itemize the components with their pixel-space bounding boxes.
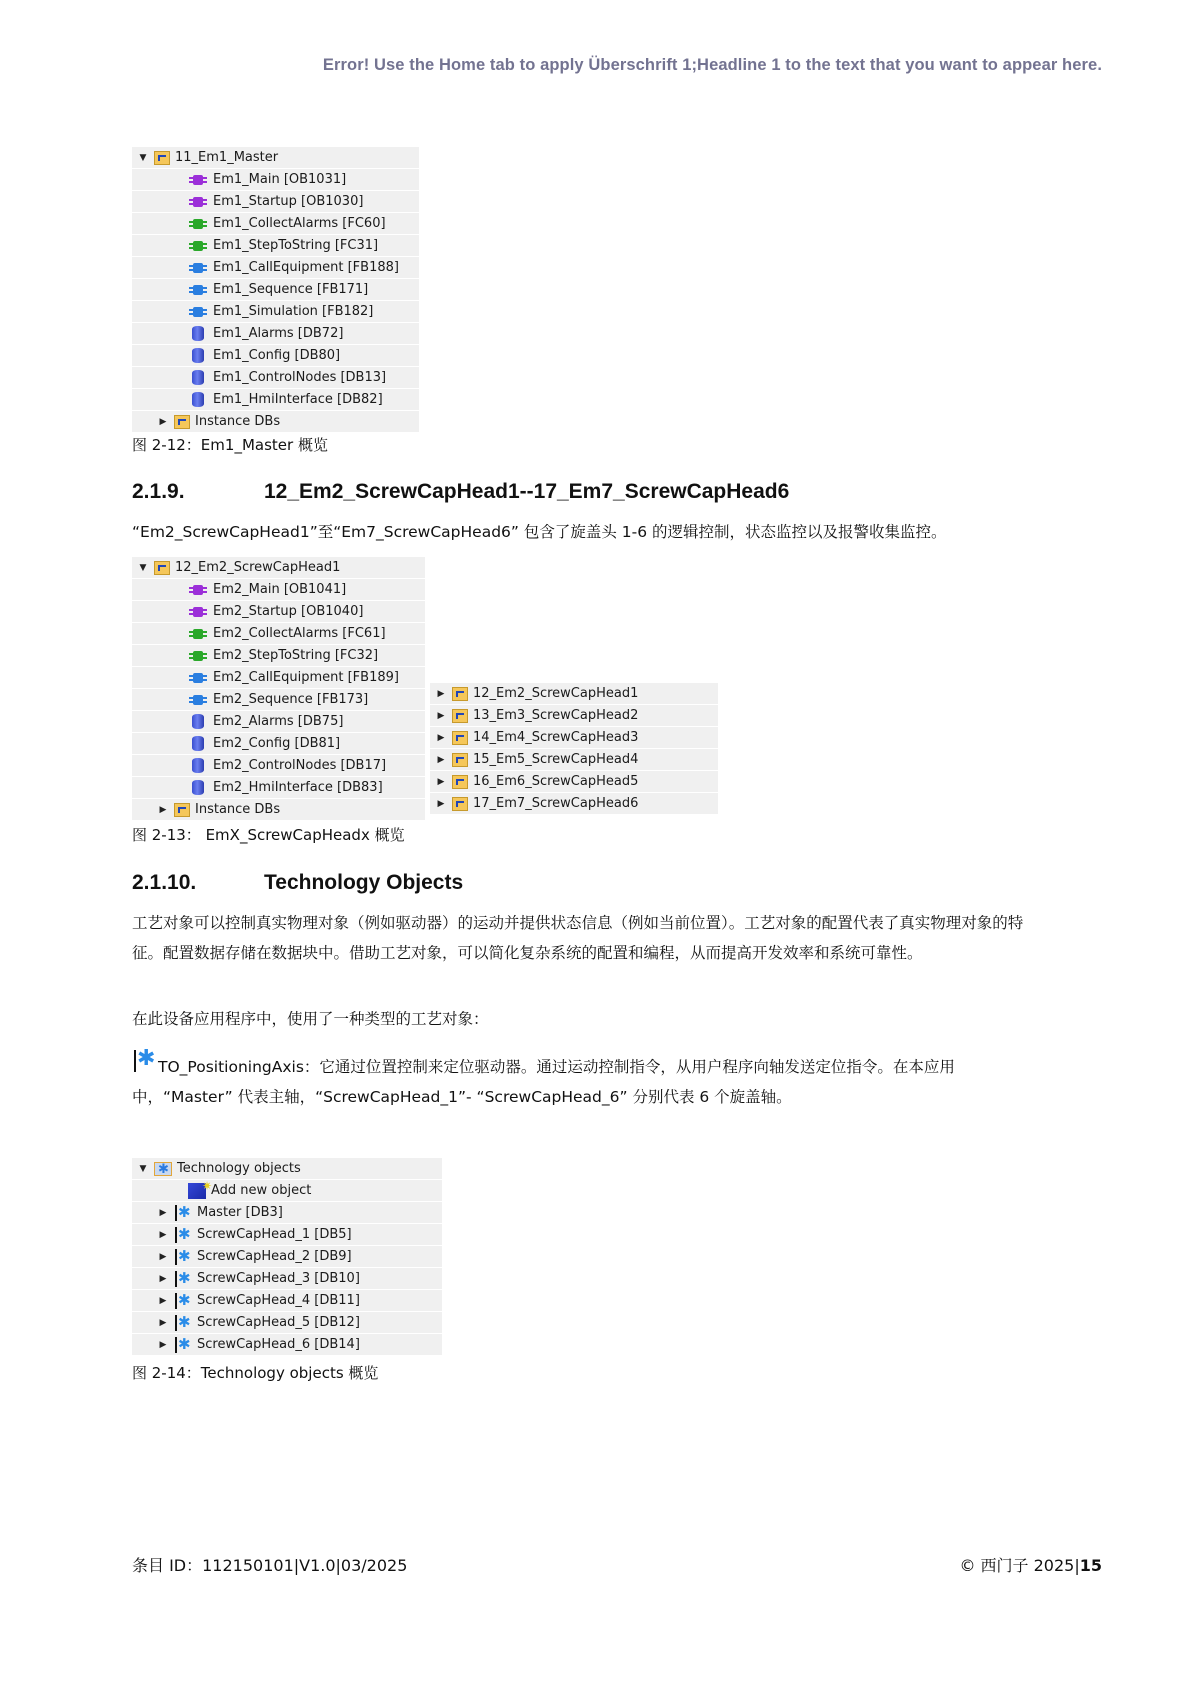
tree-item-label: Em2_CollectAlarms [FC61] — [213, 625, 386, 641]
tree-item-label: 17_Em7_ScrewCapHead6 — [473, 795, 639, 811]
db-icon — [192, 370, 204, 385]
db-icon — [192, 758, 204, 773]
tree-item[interactable] — [132, 235, 419, 257]
tree-item[interactable] — [430, 793, 718, 815]
db-icon — [192, 714, 204, 729]
tree-item-label: Em1_StepToString [FC31] — [213, 237, 379, 253]
positioning-axis-icon — [174, 1337, 192, 1353]
arrow-spacer — [172, 711, 182, 733]
tree-item-label: ScrewCapHead_6 [DB14] — [197, 1336, 360, 1352]
project-tree-em2-screwcaphead1 — [132, 557, 425, 821]
db-icon — [192, 348, 204, 363]
tree-item-label: 12_Em2_ScrewCapHead1 — [175, 559, 341, 575]
positioning-axis-icon — [174, 1271, 192, 1287]
tree-item-label: Em2_Config [DB81] — [213, 735, 341, 751]
project-tree-screwcaphead-folders — [430, 683, 718, 815]
tree-item[interactable] — [132, 623, 425, 645]
tree-item-label: Em2_CallEquipment [FB189] — [213, 669, 399, 685]
folder-icon — [452, 753, 468, 767]
tree-item[interactable] — [132, 1202, 442, 1224]
positioning-axis-icon — [132, 1050, 158, 1074]
tree-item-label: Technology objects — [177, 1160, 301, 1176]
folder-icon — [174, 803, 190, 817]
section-title: 12_Em2_ScrewCapHead1--17_Em7_ScrewCapHead6 — [264, 480, 790, 503]
tree-item[interactable] — [132, 1334, 442, 1356]
tree-item-label: Em2_HmiInterface [DB83] — [213, 779, 383, 795]
tree-item[interactable] — [132, 1312, 442, 1334]
tree-item-label: 16_Em6_ScrewCapHead5 — [473, 773, 639, 789]
expand-arrow-icon[interactable]: ▼ — [139, 152, 147, 163]
folder-icon — [452, 709, 468, 723]
collapse-arrow-icon[interactable]: ▶ — [159, 1207, 167, 1218]
collapse-arrow-icon[interactable]: ▶ — [437, 688, 445, 699]
positioning-axis-icon — [174, 1205, 192, 1221]
project-tree-technology-objects — [132, 1158, 442, 1356]
arrow-spacer — [172, 323, 182, 345]
folder-icon — [452, 687, 468, 701]
tree-item-label: Master [DB3] — [197, 1204, 283, 1220]
collapse-arrow-icon[interactable]: ▶ — [159, 1295, 167, 1306]
db-icon — [192, 736, 204, 751]
fb-block-icon — [188, 262, 208, 274]
tree-item-label: Em2_StepToString [FC32] — [213, 647, 379, 663]
tree-item-label: Em1_ControlNodes [DB13] — [213, 369, 387, 385]
arrow-spacer — [172, 645, 182, 667]
fc-block-icon — [188, 218, 208, 230]
fb-block-icon — [188, 672, 208, 684]
tree-item-label: Em1_Startup [OB1030] — [213, 193, 364, 209]
arrow-spacer — [172, 235, 182, 257]
tree-item[interactable] — [132, 1158, 442, 1180]
fc-block-icon — [188, 628, 208, 640]
section-paragraph-3 — [132, 1050, 1032, 1112]
tree-item[interactable] — [132, 323, 419, 345]
tree-item-label: 12_Em2_ScrewCapHead1 — [473, 685, 639, 701]
expand-arrow-icon[interactable]: ▼ — [139, 562, 147, 573]
tree-item-label: Em2_Startup [OB1040] — [213, 603, 364, 619]
technology-folder-icon — [154, 1162, 172, 1176]
arrow-spacer — [172, 579, 182, 601]
tree-item-label: Instance DBs — [195, 801, 281, 817]
arrow-spacer — [172, 1180, 182, 1202]
tree-item[interactable] — [132, 799, 425, 821]
tree-item[interactable] — [132, 579, 425, 601]
tree-item-label: ScrewCapHead_4 [DB11] — [197, 1292, 360, 1308]
tree-item-label: Em1_CallEquipment [FB188] — [213, 259, 399, 275]
positioning-axis-icon — [174, 1293, 192, 1309]
folder-icon — [154, 561, 170, 575]
collapse-arrow-icon[interactable]: ▶ — [437, 710, 445, 721]
tree-item[interactable] — [132, 645, 425, 667]
tree-item-label: Em1_Simulation [FB182] — [213, 303, 374, 319]
paragraph-text: TO_PositioningAxis：它通过位置控制来定位驱动器。通过运动控制指令，从用户程序向轴发送定位指令。在本应用中，“Master” 代表主轴，“ScrewCapHead_1”- “ScrewCapHead_6” 分别代表 6 个旋盖轴。 — [132, 1058, 955, 1106]
figure-caption-2-13: 图 2-13： EmX_ScrewCapHeadx 概览 — [132, 826, 405, 844]
tree-item-label: ScrewCapHead_3 [DB10] — [197, 1270, 360, 1286]
tree-item[interactable] — [430, 727, 718, 749]
positioning-axis-icon — [174, 1227, 192, 1243]
section-heading-2-1-9 — [132, 480, 789, 504]
ob-block-icon — [188, 196, 208, 208]
tree-item-label: ScrewCapHead_2 [DB9] — [197, 1248, 352, 1264]
arrow-spacer — [172, 191, 182, 213]
footer-entry-id: 条目 ID：112150101|V1.0|03/2025 — [132, 1556, 408, 1575]
collapse-arrow-icon[interactable]: ▶ — [159, 804, 167, 815]
tree-item-label: Em2_Sequence [FB173] — [213, 691, 369, 707]
fb-block-icon — [188, 694, 208, 706]
section-heading-2-1-10 — [132, 871, 463, 895]
arrow-spacer — [172, 169, 182, 191]
tree-item-label: Em1_Alarms [DB72] — [213, 325, 344, 341]
tree-item[interactable] — [132, 169, 419, 191]
figure-caption-2-12: 图 2-12：Em1_Master 概览 — [132, 436, 328, 454]
footer-copyright — [959, 1553, 1102, 1576]
arrow-spacer — [172, 257, 182, 279]
tree-item-label: 14_Em4_ScrewCapHead3 — [473, 729, 639, 745]
collapse-arrow-icon[interactable]: ▶ — [437, 776, 445, 787]
collapse-arrow-icon[interactable]: ▶ — [159, 1317, 167, 1328]
folder-icon — [174, 415, 190, 429]
positioning-axis-icon — [174, 1315, 192, 1331]
tree-item[interactable] — [132, 367, 419, 389]
tree-item[interactable] — [132, 257, 419, 279]
folder-icon — [452, 775, 468, 789]
tree-item-label: ScrewCapHead_5 [DB12] — [197, 1314, 360, 1330]
arrow-spacer — [172, 279, 182, 301]
tree-item[interactable] — [132, 777, 425, 799]
tree-item-label: ScrewCapHead_1 [DB5] — [197, 1226, 352, 1242]
arrow-spacer — [172, 689, 182, 711]
tree-item[interactable] — [132, 667, 425, 689]
fb-block-icon — [188, 306, 208, 318]
collapse-arrow-icon[interactable]: ▶ — [159, 416, 167, 427]
tree-item[interactable] — [430, 705, 718, 727]
arrow-spacer — [172, 213, 182, 235]
folder-icon — [452, 731, 468, 745]
fc-block-icon — [188, 240, 208, 252]
collapse-arrow-icon[interactable]: ▶ — [437, 732, 445, 743]
running-header: Error! Use the Home tab to apply Überschrift 1;Headline 1 to the text that you want to appear here. — [322, 56, 1102, 74]
section-paragraph-2: 在此设备应用程序中，使用了一种类型的工艺对象： — [132, 1010, 489, 1028]
tree-item[interactable] — [132, 1290, 442, 1312]
copyright-text: © 西门子 2025| — [959, 1556, 1080, 1575]
section-number: 2.1.9. — [132, 480, 185, 503]
tree-item-label: Em1_CollectAlarms [FC60] — [213, 215, 386, 231]
arrow-spacer — [172, 733, 182, 755]
figure-caption-2-14: 图 2-14：Technology objects 概览 — [132, 1364, 379, 1382]
tree-item-label: Em1_Main [OB1031] — [213, 171, 347, 187]
arrow-spacer — [172, 777, 182, 799]
tree-item[interactable] — [132, 755, 425, 777]
ob-block-icon — [188, 606, 208, 618]
tree-item-label: Em2_ControlNodes [DB17] — [213, 757, 387, 773]
tree-item[interactable] — [132, 191, 419, 213]
expand-arrow-icon[interactable]: ▼ — [139, 1163, 147, 1174]
ob-block-icon — [188, 584, 208, 596]
tree-item-label: 15_Em5_ScrewCapHead4 — [473, 751, 639, 767]
db-icon — [192, 780, 204, 795]
arrow-spacer — [172, 667, 182, 689]
arrow-spacer — [172, 367, 182, 389]
tree-item-label: Instance DBs — [195, 413, 281, 429]
tree-item-label: Add new object — [211, 1182, 312, 1198]
collapse-arrow-icon[interactable]: ▶ — [437, 754, 445, 765]
positioning-axis-icon — [174, 1249, 192, 1265]
tree-item[interactable] — [132, 301, 419, 323]
tree-item-label: 11_Em1_Master — [175, 149, 279, 165]
tree-item[interactable] — [132, 733, 425, 755]
fb-block-icon — [188, 284, 208, 296]
collapse-arrow-icon[interactable]: ▶ — [159, 1251, 167, 1262]
arrow-spacer — [172, 601, 182, 623]
arrow-spacer — [172, 755, 182, 777]
page-number: 15 — [1079, 1556, 1102, 1575]
tree-item[interactable] — [132, 1268, 442, 1290]
tree-item[interactable] — [132, 1180, 442, 1202]
collapse-arrow-icon[interactable]: ▶ — [159, 1229, 167, 1240]
tree-item[interactable] — [132, 601, 425, 623]
folder-icon — [452, 797, 468, 811]
tree-item[interactable] — [132, 1246, 442, 1268]
db-icon — [192, 392, 204, 407]
tree-item[interactable] — [430, 749, 718, 771]
fc-block-icon — [188, 650, 208, 662]
tree-item-label: Em1_HmiInterface [DB82] — [213, 391, 383, 407]
section-paragraph-1: 工艺对象可以控制真实物理对象（例如驱动器）的运动并提供状态信息（例如当前位置）。工艺对象的配置代表了真实物理对象的特征。配置数据存储在数据块中。借助工艺对象，可以简化复杂系统的配置和编程，从而提高开发效率和系统可靠性。 — [132, 914, 1024, 962]
tree-item[interactable] — [132, 147, 419, 169]
section-number: 2.1.10. — [132, 871, 197, 894]
tree-item[interactable] — [132, 557, 425, 579]
add-object-icon — [188, 1183, 206, 1199]
tree-item[interactable] — [132, 213, 419, 235]
db-icon — [192, 326, 204, 341]
collapse-arrow-icon[interactable]: ▶ — [159, 1273, 167, 1284]
section-paragraph: “Em2_ScrewCapHead1”至“Em7_ScrewCapHead6” 包含了旋盖头 1-6 的逻辑控制，状态监控以及报警收集监控。 — [132, 523, 947, 541]
tree-item[interactable] — [132, 1224, 442, 1246]
tree-item-label: Em1_Sequence [FB171] — [213, 281, 369, 297]
arrow-spacer — [172, 345, 182, 367]
project-tree-em1-master — [132, 147, 419, 433]
tree-item-label: 13_Em3_ScrewCapHead2 — [473, 707, 639, 723]
tree-item[interactable] — [132, 345, 419, 367]
ob-block-icon — [188, 174, 208, 186]
collapse-arrow-icon[interactable]: ▶ — [437, 798, 445, 809]
tree-item[interactable] — [430, 771, 718, 793]
tree-item[interactable] — [132, 279, 419, 301]
section-title: Technology Objects — [264, 871, 464, 894]
collapse-arrow-icon[interactable]: ▶ — [159, 1339, 167, 1350]
tree-item[interactable] — [132, 711, 425, 733]
arrow-spacer — [172, 623, 182, 645]
folder-icon — [154, 151, 170, 165]
tree-item-label: Em1_Config [DB80] — [213, 347, 341, 363]
tree-item-label: Em2_Alarms [DB75] — [213, 713, 344, 729]
tree-item[interactable] — [132, 689, 425, 711]
arrow-spacer — [172, 301, 182, 323]
tree-item-label: Em2_Main [OB1041] — [213, 581, 347, 597]
arrow-spacer — [172, 389, 182, 411]
tree-item[interactable] — [132, 411, 419, 433]
tree-item[interactable] — [430, 683, 718, 705]
tree-item[interactable] — [132, 389, 419, 411]
